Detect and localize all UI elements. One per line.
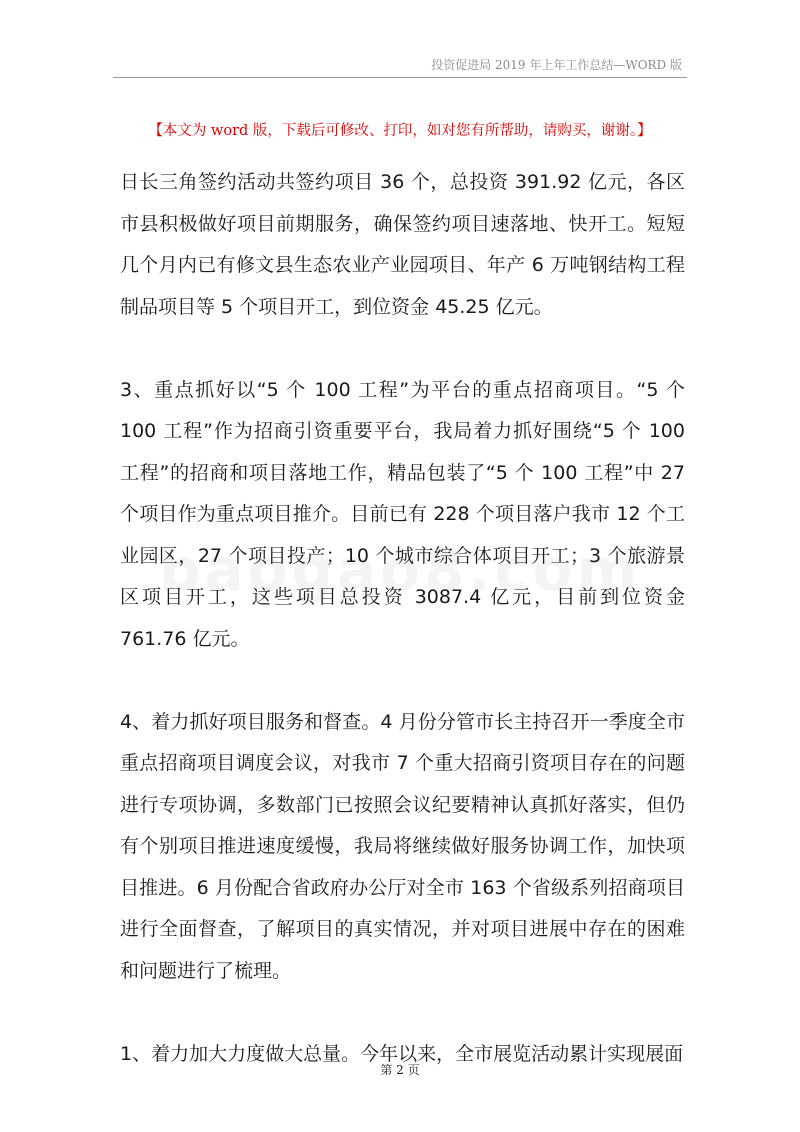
document-header-title: 投资促进局 2019 年上年工作总结—WORD 版	[431, 58, 682, 72]
document-body	[120, 162, 685, 1075]
paragraph-exhibition-growth: 1、着力加大力度做大总量。今年以来，全市展览活动累计实现展面	[120, 1042, 684, 1065]
paragraph-signing-results: 日长三角签约活动共签约项目 36 个，总投资 391.92 亿元，各区市县积极做好项目前期服务，确保签约项目速落地、快开工。短短几个月内已有修文县生态农业产业园项目、年产 6 万吨钢结构工程制品项目等 5 个项目开工，到位资金 45.25 亿元。	[120, 171, 685, 318]
paragraph-project-supervision: 4、着力抓好项目服务和督查。4 月份分管市长主持召开一季度全市重点招商项目调度会议，对我市 7 个重大招商引资项目存在的问题进行专项协调，多数部门已按照会议纪要精神认真抓好落实，但仍有个别项目推进速度缓慢，我局将继续做好服务协调工作，加快项目推进。6 月份配合省政府办公厅对全市 163 个省级系列招商项目进行全面督查，了解项目的真实情况，并对项目进展中存在的困难和问题进行了梳理。	[120, 710, 685, 982]
download-notice: 【本文为 word 版，下载后可修改、打印，如对您有所帮助，请购买，谢谢。】	[148, 123, 652, 139]
page-number: 第 2 页	[380, 1063, 420, 1077]
header-divider	[113, 77, 687, 78]
paragraph-key-projects: 3、重点抓好以“5 个 100 工程”为平台的重点招商项目。“5 个 100 工程”作为招商引资重要平台，我局着力抓好围绕“5 个 100 工程”的招商和项目落地工作，精品包装了“5 个 100 工程”中 27 个项目作为重点项目推介。目前已有 228 个项目落户我市 12 个工业园区，27 个项目投产；10 个城市综合体项目开工；3 个旅游景区项目开工，这些项目总投资 3087.4 亿元，目前到位资金 761.76 亿元。	[120, 378, 685, 650]
